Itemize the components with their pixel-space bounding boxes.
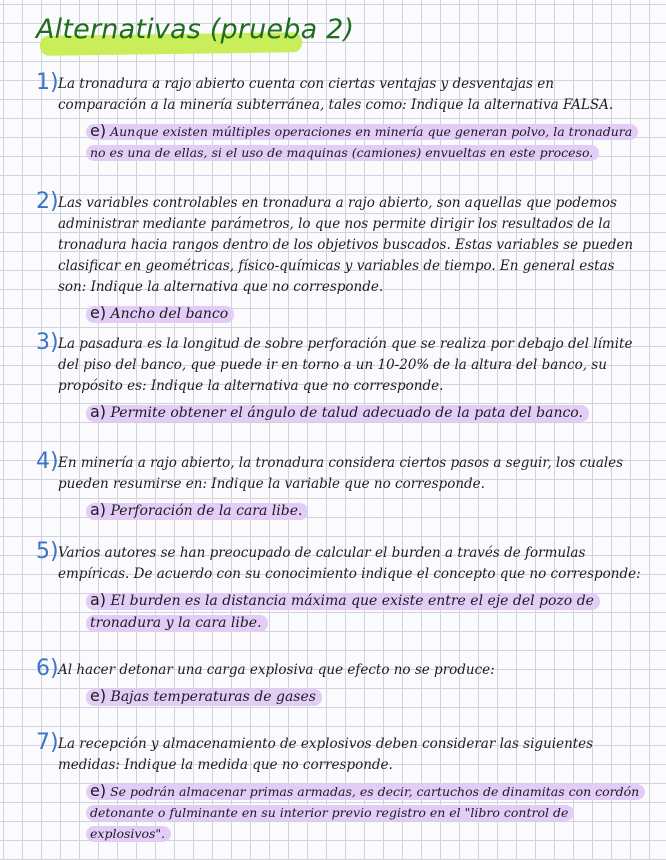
question-3 xyxy=(36,330,644,424)
answer-letter: e) xyxy=(90,121,107,140)
answer xyxy=(86,685,644,708)
question-number: 4) xyxy=(36,449,59,474)
answer xyxy=(86,780,644,844)
question-7 xyxy=(36,730,644,844)
question-text: La recepción y almacenamiento de explosivos deben considerar las siguientes medidas: Indique la medida que no corresponde. xyxy=(58,736,594,773)
question-number: 5) xyxy=(36,539,59,564)
question-text: Las variables controlables en tronadura a rajo abierto, son aquellas que podemos administrar mediante parámetros, lo que nos permite dirigir los resultados de la tronadura hacia rangos dentro de los objetivos buscados. Estas variables se pueden clasificar en geométricas, físico-químicas y variables de tiempo. En general estas son: Indique la alternativa que no corresponde. xyxy=(58,195,634,295)
question-6 xyxy=(36,656,644,708)
question-2 xyxy=(36,189,644,325)
answer-text: Permite obtener el ángulo de talud adecuado de la pata del banco. xyxy=(110,405,583,421)
question-text: La tronadura a rajo abierto cuenta con ciertas ventajas y desventajas en comparación a la minería subterránea, tales como: Indique la alternativa FALSA. xyxy=(58,76,614,113)
question-text: Varios autores se han preocupado de calcular el burden a través de formulas empíricas. De acuerdo con su conocimiento indique el concepto que no corresponde: xyxy=(58,545,641,582)
answer xyxy=(86,120,644,163)
answer-text: El burden es la distancia máxima que existe entre el eje del pozo de tronadura y la cara libe. xyxy=(90,593,594,631)
answer xyxy=(86,589,644,634)
answer xyxy=(86,401,644,424)
question-4 xyxy=(36,449,644,522)
answer-letter: a) xyxy=(90,590,107,609)
question-number: 3) xyxy=(36,330,59,355)
answer-text: Se podrán almacenar primas armadas, es decir, cartuchos de dinamitas con cordón detonante o fulminante en su interior previo registro en el "libro control de explosivos". xyxy=(90,784,640,841)
answer xyxy=(86,499,644,522)
answer-text: Ancho del banco xyxy=(110,306,229,322)
question-text: La pasadura es la longitud de sobre perforación que se realiza por debajo del límite del piso del banco, que puede ir en torno a un 10-20% de la altura del banco, su propósito es: Indique la alternativa que no corresponde. xyxy=(58,336,633,394)
question-number: 2) xyxy=(36,189,59,214)
answer-letter: e) xyxy=(90,686,107,705)
answer xyxy=(86,302,644,325)
question-number: 1) xyxy=(36,70,59,95)
answer-letter: a) xyxy=(90,500,107,519)
answer-text: Aunque existen múltiples operaciones en minería que generan polvo, la tronadura no es una de ellas, si el uso de maquinas (camiones) envueltas en este proceso. xyxy=(90,124,633,160)
page-title: Alternativas (prueba 2) xyxy=(36,14,355,45)
question-1 xyxy=(36,70,644,163)
question-number: 6) xyxy=(36,656,59,681)
answer-letter: e) xyxy=(90,781,107,800)
answer-text: Bajas temperaturas de gases xyxy=(110,689,316,705)
answer-text: Perforación de la cara libe. xyxy=(110,503,303,519)
answer-letter: a) xyxy=(90,402,107,421)
question-5 xyxy=(36,539,644,634)
answer-letter: e) xyxy=(90,303,107,322)
question-number: 7) xyxy=(36,730,59,755)
question-text: Al hacer detonar una carga explosiva que efecto no se produce: xyxy=(58,662,495,678)
question-text: En minería a rajo abierto, la tronadura considera ciertos pasos a seguir, los cuales pueden resumirse en: Indique la variable que no corresponde. xyxy=(58,455,624,492)
